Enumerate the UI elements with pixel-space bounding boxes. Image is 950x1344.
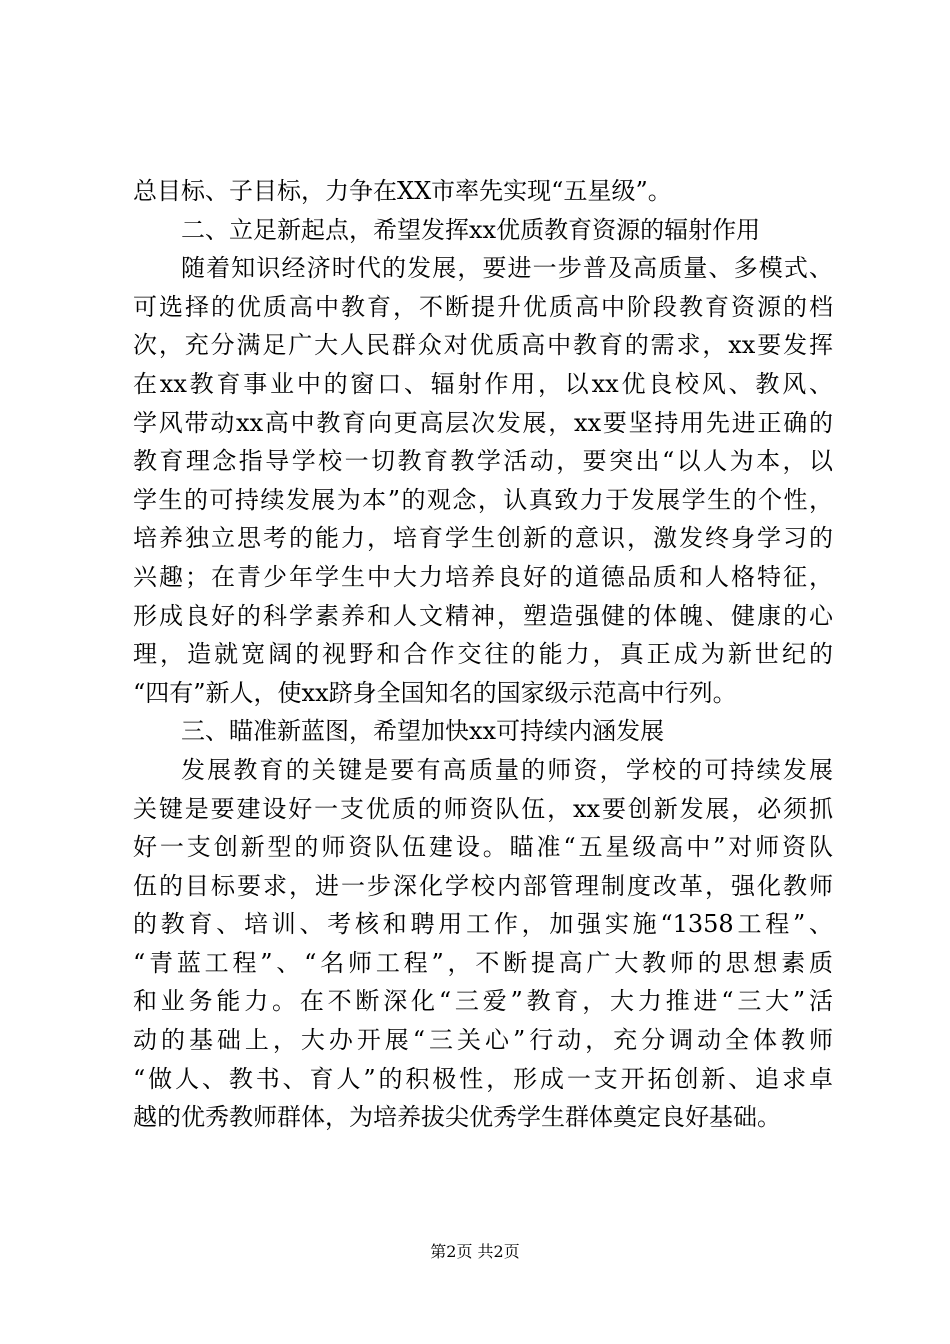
text-line: “做人、教书、育人”的积极性，形成一支开拓创新、追求卓	[133, 1064, 833, 1093]
text-line: 可选择的优质高中教育，不断提升优质高中阶段教育资源的档	[133, 292, 833, 321]
text-line: 三、瞄准新蓝图，希望加快xx可持续内涵发展	[181, 717, 665, 746]
text-line: 教育理念指导学校一切教育教学活动，要突出“以人为本，以	[133, 447, 833, 476]
text-line: 发展教育的关键是要有高质量的师资，学校的可持续发展	[181, 755, 833, 784]
text-line: 理，造就宽阔的视野和合作交往的能力，真正成为新世纪的	[133, 640, 833, 669]
text-line: 好一支创新型的师资队伍建设。瞄准“五星级高中”对师资队	[133, 833, 833, 862]
text-line: 总目标、子目标，力争在XX市率先实现“五星级”。	[133, 177, 672, 205]
text-line: 和业务能力。在不断深化“三爱”教育，大力推进“三大”活	[133, 987, 833, 1016]
text-line: 学风带动xx高中教育向更高层次发展，xx要坚持用先进正确的	[133, 408, 833, 437]
document-body	[133, 172, 833, 1137]
text-line: 学生的可持续发展为本”的观念，认真致力于发展学生的个性，	[133, 485, 833, 514]
text-line: 形成良好的科学素养和人文精神，塑造强健的体魄、健康的心	[133, 601, 833, 630]
text-line: 动的基础上，大办开展“三关心”行动，充分调动全体教师	[133, 1026, 833, 1055]
text-line: “青蓝工程”、“名师工程”，不断提高广大教师的思想素质	[133, 948, 833, 977]
text-line: “四有”新人，使xx跻身全国知名的国家级示范高中行列。	[133, 678, 737, 707]
text-line: 随着知识经济时代的发展，要进一步普及高质量、多模式、	[181, 254, 833, 283]
text-line: 的教育、培训、考核和聘用工作，加强实施“1358工程”、	[133, 910, 833, 939]
text-line: 在xx教育事业中的窗口、辐射作用，以xx优良校风、教风、	[133, 369, 833, 398]
text-line: 兴趣；在青少年学生中大力培养良好的道德品质和人格特征，	[133, 562, 833, 591]
text-line: 伍的目标要求，进一步深化学校内部管理制度改革，强化教师	[133, 871, 833, 900]
text-line: 关键是要建设好一支优质的师资队伍，xx要创新发展，必须抓	[133, 794, 833, 823]
page-number-footer: 第2页 共2页	[430, 1242, 520, 1261]
text-line: 次，充分满足广大人民群众对优质高中教育的需求，xx要发挥	[133, 331, 833, 360]
text-line: 培养独立思考的能力，培育学生创新的意识，激发终身学习的	[133, 524, 833, 553]
text-line: 越的优秀教师群体，为培养拔尖优秀学生群体奠定良好基础。	[133, 1103, 781, 1132]
text-line: 二、立足新起点，希望发挥xx优质教育资源的辐射作用	[181, 215, 761, 244]
